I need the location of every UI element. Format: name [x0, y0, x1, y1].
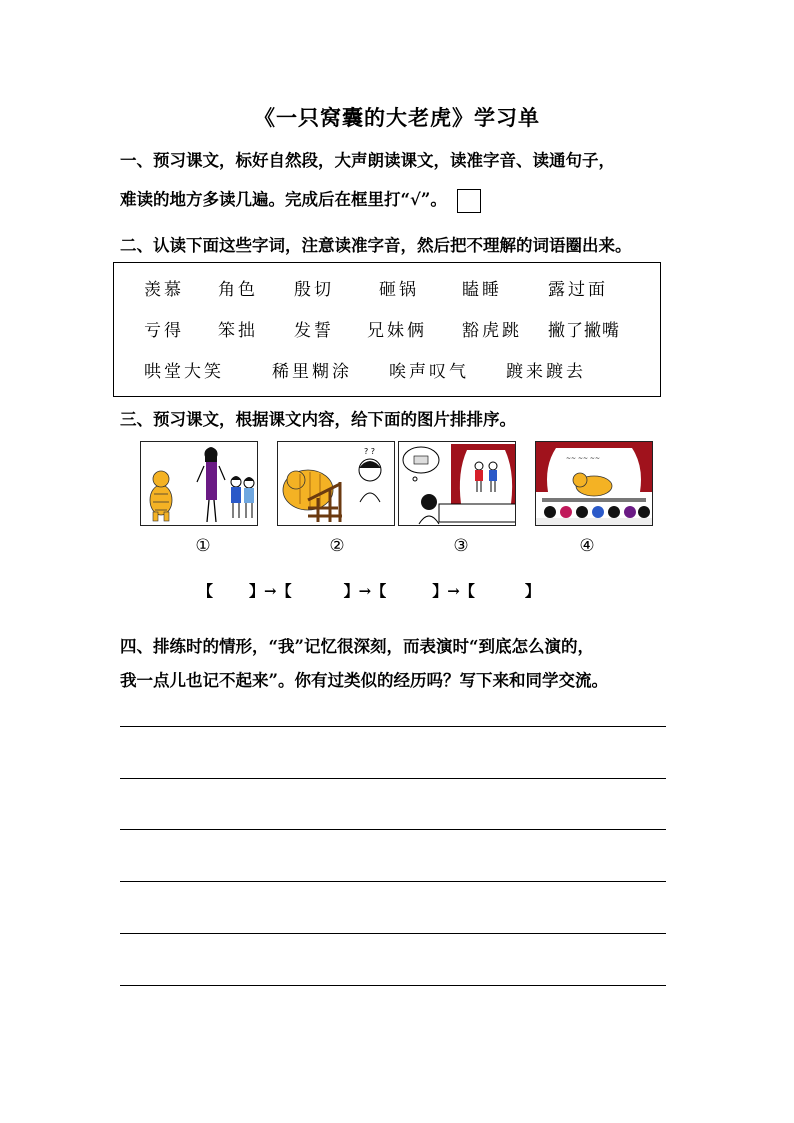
picture-label-3: ③ [453, 536, 469, 556]
answer-line[interactable] [120, 829, 666, 830]
picture-1 [140, 441, 258, 526]
bracket-close: 】 [432, 582, 448, 600]
word: 踱来踱去 [506, 362, 586, 382]
q4-line2: 我一点儿也记不起来”。你有过类似的经历吗？写下来和同学交流。 [120, 671, 608, 690]
bracket-open: 【 [276, 582, 292, 600]
picture-label-1: ① [195, 536, 211, 556]
answer-line[interactable] [120, 985, 666, 986]
picture-4 [535, 441, 653, 526]
word: 砸锅 [379, 280, 419, 300]
done-checkbox[interactable] [457, 189, 481, 213]
svg-text:? ?: ? ? [364, 447, 376, 456]
bracket-open: 【 [371, 582, 387, 600]
q2-line1: 二、认读下面这些字词，注意读准字音，然后把不理解的词语圈出来。 [120, 236, 632, 255]
word: 稀里糊涂 [272, 362, 352, 382]
stage-performers-icon [399, 442, 516, 525]
q1-line2-wrap [120, 186, 481, 213]
tiger-on-stage-audience-icon [536, 442, 652, 525]
word: 露过面 [548, 280, 608, 300]
bracket-close: 】 [524, 582, 540, 600]
answer-line[interactable] [120, 778, 666, 779]
picture-3 [398, 441, 516, 526]
bracket-close: 】 [343, 582, 359, 600]
q3-line1: 三、预习课文，根据课文内容，给下面的图片排排序。 [120, 410, 516, 429]
bracket-open: 【 [198, 582, 214, 600]
arrow: → [264, 582, 277, 600]
tiger-fence-boy-icon [278, 442, 394, 525]
picture-label-4: ④ [579, 536, 595, 556]
picture-label-2: ② [329, 536, 345, 556]
word: 兄妹俩 [367, 321, 427, 341]
word: 殷切 [294, 280, 334, 300]
word: 唉声叹气 [389, 362, 469, 382]
word: 豁虎跳 [462, 321, 522, 341]
word: 亏得 [144, 321, 184, 341]
tiger-teacher-children-icon [141, 442, 257, 525]
word: 羡慕 [144, 280, 184, 300]
order-sequence [198, 580, 540, 601]
q1-line2: 难读的地方多读几遍。完成后在框里打“√”。 [120, 190, 447, 209]
word: 笨拙 [218, 321, 258, 341]
arrow: → [447, 582, 460, 600]
answer-line[interactable] [120, 881, 666, 882]
bracket-open: 【 [459, 582, 475, 600]
bracket-close: 】 [249, 582, 265, 600]
word: 瞌睡 [462, 280, 502, 300]
q4-line1: 四、排练时的情形，“我”记忆很深刻，而表演时“到底怎么演的， [120, 637, 594, 656]
svg-text:~~ ~~ ~~: ~~ ~~ ~~ [566, 455, 600, 462]
answer-line[interactable] [120, 726, 666, 727]
word: 发誓 [294, 321, 334, 341]
page-title: 《一只窝囊的大老虎》学习单 [254, 105, 540, 130]
word: 角色 [218, 280, 258, 300]
answer-line[interactable] [120, 933, 666, 934]
arrow: → [358, 582, 372, 600]
q1-line1: 一、预习课文，标好自然段，大声朗读课文，读准字音、读通句子， [120, 151, 615, 170]
word-box [113, 262, 661, 397]
word: 哄堂大笑 [144, 362, 224, 382]
picture-2 [277, 441, 395, 526]
word: 撇了撇嘴 [548, 321, 620, 341]
